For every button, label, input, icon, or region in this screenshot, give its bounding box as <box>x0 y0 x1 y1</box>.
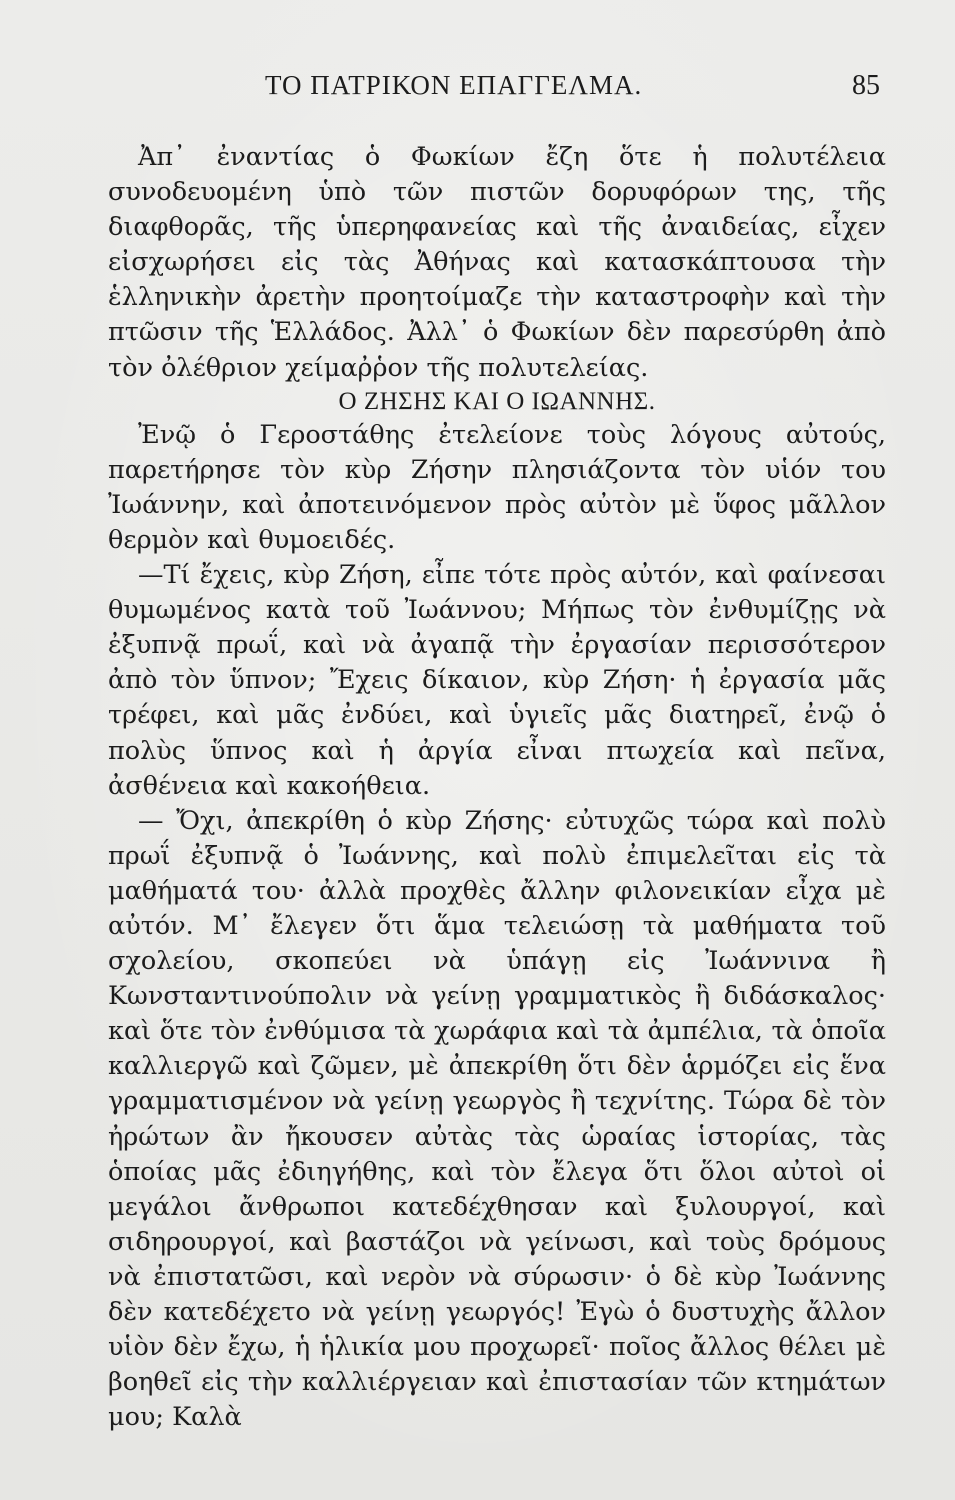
paragraph-opening: Ἀπ᾽ ἐναντίας ὁ Φωκίων ἔζη ὅτε ἡ πολυτέλεια συνοδευομένη ὑπὸ τῶν πιστῶν δορυφόρων της, τῆς διαφθορᾶς, τῆς ὑπερηφανείας καὶ τῆς ἀναιδείας, εἶχεν εἰσχωρήσει εἰς τὰς Ἀθήνας καὶ κατασκάπτουσα τὴν ἑλληνικὴν ἀρετὴν προητοίμαζε τὴν καταστροφὴν καὶ τὴν πτῶσιν τῆς Ἑλλάδος. Ἀλλ᾽ ὁ Φωκίων δὲν παρεσύρθη ἀπὸ τὸν ὀλέθριον χείμαῤῥον τῆς πολυτελείας. <box>108 142 886 383</box>
paragraph: — Ὄχι, ἀπεκρίθη ὁ κὺρ Ζήσης· εὐτυχῶς τώρα καὶ πολὺ πρωΐ ἐξυπνᾷ ὁ Ἰωάννης, καὶ πολὺ ἐπιμελεῖται εἰς τὰ μαθήματά του· ἀλλὰ προχθὲς ἄλλην φιλονεικίαν εἶχα μὲ αὐτόν. Μ᾽ ἔλεγεν ὅτι ἅμα τελειώσῃ τὰ μαθήματα τοῦ σχολείου, σκοπεύει νὰ ὑπάγῃ εἰς Ἰωάννινα ἢ Κωνσταντινούπολιν νὰ γείνῃ γραμματικὸς ἢ διδάσκαλος· καὶ ὅτε τὸν ἐνθύμισα τὰ χωράφια καὶ τὰ ἀμπέλια, τὰ ὁποῖα καλλιεργῶ καὶ ζῶμεν, μὲ ἀπεκρίθη ὅτι δὲν ἁρμόζει εἰς ἕνα γραμματισμένον νὰ γείνῃ γεωργὸς ἢ τεχνίτης. Τώρα δὲ τὸν ἠρώτων ἂν ἤκουσεν αὐτὰς τὰς ὡραίας ἱστορίας, τὰς ὁποίας μᾶς ἐδιηγήθης, καὶ τὸν ἔλεγα ὅτι ὅλοι αὐτοὶ οἱ μεγάλοι ἄνθρωποι κατεδέχθησαν καὶ ξυλουργοί, καὶ σιδηρουργοί, καὶ βαστάζοι νὰ γείνωσι, καὶ τοὺς δρόμους νὰ ἐπιστατῶσι, καὶ νερὸν νὰ σύρωσιν· ὁ δὲ κὺρ Ἰωάννης δὲν κατεδέχετο νὰ γείνῃ γεωργός! Ἐγὼ ὁ δυστυχὴς ἄλλον υἱὸν δὲν ἔχω, ἡ ἡλικία μου προχωρεῖ· ποῖος ἄλλος θέλει μὲ βοηθεῖ εἰς τὴν καλλιέργειαν καὶ ἐπιστασίαν τῶν κτημάτων μου; Καλὰ <box>108 805 886 1433</box>
page-number: 85 <box>852 70 880 101</box>
body-text <box>108 140 886 1435</box>
paragraph: Ἐνῷ ὁ Γεροστάθης ἐτελείονε τοὺς λόγους αὐτούς, παρετήρησε τὸν κὺρ Ζήσην πλησιάζοντα τὸν υἱόν του Ἰωάννην, καὶ ἀποτεινόμενον πρὸς αὐτὸν μὲ ὕφος μᾶλλον θερμὸν καὶ θυμοειδές. <box>108 419 886 555</box>
running-head-title: ΤΟ ΠΑΤΡΙΚΟΝ ΕΠΑΓΓΕΛΜΑ. <box>265 70 643 100</box>
running-head <box>110 70 880 110</box>
section-heading: Ο ΖΗΣΗΣ ΚΑΙ Ο ΙΩΑΝΝΗΣ. <box>338 387 656 415</box>
paragraph: —Τί ἔχεις, κὺρ Ζήση, εἶπε τότε πρὸς αὐτόν, καὶ φαίνεσαι θυμωμένος κατὰ τοῦ Ἰωάννου; Μήπως τὸν ἐνθυμίζῃς νὰ ἐξυπνᾷ πρωΐ, καὶ νὰ ἀγαπᾷ τὴν ἐργασίαν περισσότερον ἀπὸ τὸν ὕπνον; Ἔχεις δίκαιον, κὺρ Ζήση· ἡ ἐργασία μᾶς τρέφει, καὶ μᾶς ἐνδύει, καὶ ὑγιεῖς μᾶς διατηρεῖ, ἐνῷ ὁ πολὺς ὕπνος καὶ ἡ ἀργία εἶναι πτωχεία καὶ πεῖνα, ἀσθένεια καὶ κακοήθεια. <box>108 560 886 801</box>
